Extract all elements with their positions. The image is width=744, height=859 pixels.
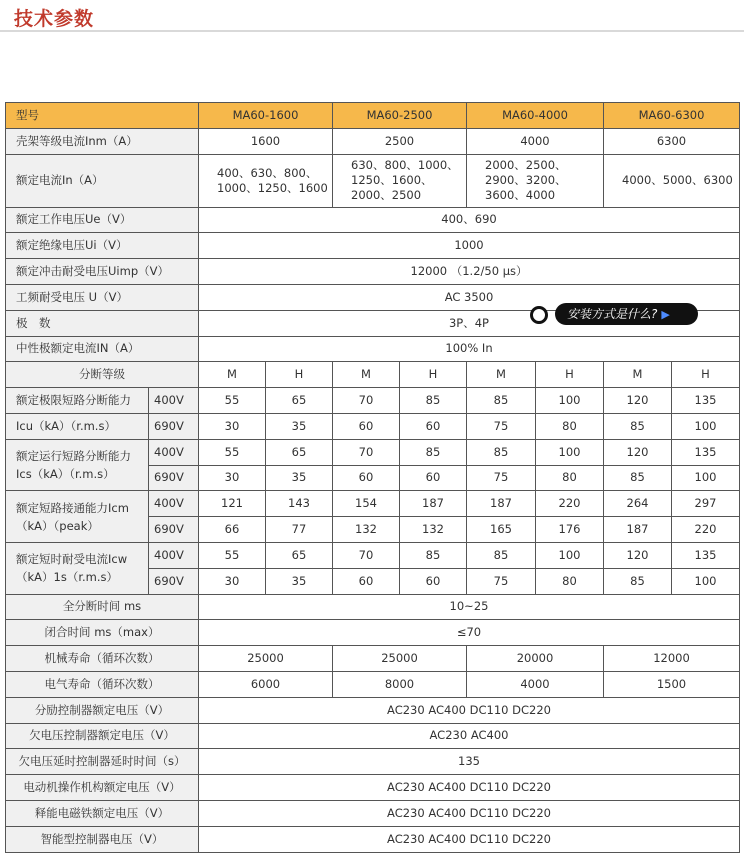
- breaking-level: H: [400, 362, 467, 388]
- icu-value: 30: [199, 413, 266, 439]
- icw-value: 70: [333, 542, 400, 568]
- icw-value: 35: [266, 568, 333, 594]
- mech-life-value: 20000: [467, 646, 604, 672]
- frame-current-value: 4000: [467, 128, 604, 154]
- tooltip-text: 安装方式是什么?: [567, 307, 658, 321]
- icm-value: 132: [333, 517, 400, 543]
- icu-value: 35: [266, 413, 333, 439]
- icw-value: 30: [199, 568, 266, 594]
- icu-label-line1: 额定极限短路分断能力: [6, 388, 149, 414]
- ui-row: [6, 233, 740, 259]
- ue-value: 400、690: [199, 207, 740, 233]
- icu-value: 100: [536, 388, 604, 414]
- rated-current-row: [6, 154, 740, 207]
- voltage-label: 690V: [149, 568, 199, 594]
- ics-value: 120: [604, 439, 672, 465]
- icu-value: 100: [672, 413, 740, 439]
- smart-ctrl-value: AC230 AC400 DC110 DC220: [199, 826, 740, 852]
- rated-current-label: 额定电流In（A）: [6, 154, 199, 207]
- elec-life-row: [6, 671, 740, 697]
- uimp-row: [6, 259, 740, 285]
- mech-life-value: 12000: [604, 646, 740, 672]
- icm-value: 165: [467, 517, 536, 543]
- frame-current-value: 1600: [199, 128, 333, 154]
- icm-value: 66: [199, 517, 266, 543]
- icu-value: 70: [333, 388, 400, 414]
- voltage-label: 400V: [149, 542, 199, 568]
- close-time-row: [6, 620, 740, 646]
- ics-value: 80: [536, 465, 604, 491]
- icw-value: 100: [536, 542, 604, 568]
- header-label: 型号: [6, 103, 199, 129]
- break-time-value: 10~25: [199, 594, 740, 620]
- icu-value: 135: [672, 388, 740, 414]
- icu-value: 65: [266, 388, 333, 414]
- icw-value: 75: [467, 568, 536, 594]
- page-title: 技术参数: [14, 8, 95, 30]
- frame-current-row: [6, 128, 740, 154]
- undervolt-label: 欠电压控制器额定电压（V）: [6, 723, 199, 749]
- ics-value: 30: [199, 465, 266, 491]
- elec-life-label: 电气寿命（循环次数）: [6, 671, 199, 697]
- power-freq-label: 工频耐受电压 U（V）: [6, 284, 199, 310]
- icm-400-row: [6, 491, 740, 517]
- motor-row: [6, 775, 740, 801]
- rated-current-value: 4000、5000、6300: [604, 154, 740, 207]
- install-question-tooltip[interactable]: [555, 303, 698, 325]
- icm-value: 187: [604, 517, 672, 543]
- frame-current-label: 壳架等级电流Inm（A）: [6, 128, 199, 154]
- ics-value: 60: [400, 465, 467, 491]
- frame-current-value: 6300: [604, 128, 740, 154]
- ics-value: 85: [467, 439, 536, 465]
- ics-value: 55: [199, 439, 266, 465]
- icm-value: 220: [536, 491, 604, 517]
- rated-current-value: 400、630、800、1000、1250、1600: [199, 154, 333, 207]
- poles-value: 3P、4P: [199, 310, 740, 336]
- icw-value: 55: [199, 542, 266, 568]
- icu-value: 60: [333, 413, 400, 439]
- ics-value: 35: [266, 465, 333, 491]
- mech-life-value: 25000: [199, 646, 333, 672]
- close-time-label: 闭合时间 ms（max）: [6, 620, 199, 646]
- title-divider: [0, 30, 744, 32]
- icu-value: 60: [400, 413, 467, 439]
- voltage-label: 400V: [149, 439, 199, 465]
- breaking-class-row: [6, 362, 740, 388]
- ics-value: 60: [333, 465, 400, 491]
- model-1600: MA60-1600: [199, 103, 333, 129]
- mech-life-label: 机械寿命（循环次数）: [6, 646, 199, 672]
- voltage-label: 400V: [149, 388, 199, 414]
- icm-value: 132: [400, 517, 467, 543]
- smart-ctrl-row: [6, 826, 740, 852]
- icw-value: 100: [672, 568, 740, 594]
- smart-ctrl-label: 智能型控制器电压（V）: [6, 826, 199, 852]
- elec-life-value: 4000: [467, 671, 604, 697]
- ics-value: 65: [266, 439, 333, 465]
- ics-value: 100: [672, 465, 740, 491]
- shunt-value: AC230 AC400 DC110 DC220: [199, 697, 740, 723]
- breaking-level: M: [333, 362, 400, 388]
- icw-value: 85: [467, 542, 536, 568]
- ui-value: 1000: [199, 233, 740, 259]
- icu-690-row: [6, 413, 740, 439]
- rated-current-value: 630、800、1000、1250、1600、2000、2500: [333, 154, 467, 207]
- motor-label: 电动机操作机构额定电压（V）: [6, 775, 199, 801]
- breaking-level: M: [199, 362, 266, 388]
- breaking-level: M: [467, 362, 536, 388]
- icm-value: 220: [672, 517, 740, 543]
- ics-label: 额定运行短路分断能力Ics（kA）（r.m.s）: [6, 439, 149, 491]
- icm-value: 264: [604, 491, 672, 517]
- ics-value: 75: [467, 465, 536, 491]
- ics-value: 135: [672, 439, 740, 465]
- ui-label: 额定绝缘电压Ui（V）: [6, 233, 199, 259]
- icw-value: 85: [604, 568, 672, 594]
- ics-value: 70: [333, 439, 400, 465]
- model-6300: MA60-6300: [604, 103, 740, 129]
- breaking-level: M: [604, 362, 672, 388]
- icw-value: 80: [536, 568, 604, 594]
- icu-label-line2: Icu（kA）（r.m.s）: [6, 413, 149, 439]
- voltage-label: 690V: [149, 517, 199, 543]
- icu-value: 55: [199, 388, 266, 414]
- uimp-label: 额定冲击耐受电压Uimp（V）: [6, 259, 199, 285]
- icm-value: 77: [266, 517, 333, 543]
- breaking-level: H: [536, 362, 604, 388]
- break-time-row: [6, 594, 740, 620]
- undervolt-delay-label: 欠电压延时控制器延时时间（s）: [6, 749, 199, 775]
- neutral-row: [6, 336, 740, 362]
- icm-value: 121: [199, 491, 266, 517]
- icu-value: 80: [536, 413, 604, 439]
- icw-value: 120: [604, 542, 672, 568]
- voltage-label: 690V: [149, 465, 199, 491]
- icu-400-row: [6, 388, 740, 414]
- icw-value: 135: [672, 542, 740, 568]
- icw-value: 60: [400, 568, 467, 594]
- icu-value: 85: [604, 413, 672, 439]
- ics-value: 100: [536, 439, 604, 465]
- ring-icon[interactable]: [530, 306, 548, 324]
- mech-life-row: [6, 646, 740, 672]
- ics-value: 85: [604, 465, 672, 491]
- undervolt-value: AC230 AC400: [199, 723, 740, 749]
- ue-label: 额定工作电压Ue（V）: [6, 207, 199, 233]
- model-4000: MA60-4000: [467, 103, 604, 129]
- icu-value: 75: [467, 413, 536, 439]
- icm-value: 176: [536, 517, 604, 543]
- icw-value: 60: [333, 568, 400, 594]
- icm-label: 额定短路接通能力Icm（kA）（peak）: [6, 491, 149, 543]
- icu-value: 85: [400, 388, 467, 414]
- elec-life-value: 6000: [199, 671, 333, 697]
- break-time-label: 全分断时间 ms: [6, 594, 199, 620]
- icm-value: 143: [266, 491, 333, 517]
- breaking-level: H: [266, 362, 333, 388]
- icw-value: 85: [400, 542, 467, 568]
- ics-400-row: [6, 439, 740, 465]
- icu-value: 85: [467, 388, 536, 414]
- elec-life-value: 1500: [604, 671, 740, 697]
- icm-value: 187: [467, 491, 536, 517]
- voltage-label: 400V: [149, 491, 199, 517]
- header-row: [6, 103, 740, 129]
- icm-value: 154: [333, 491, 400, 517]
- release-coil-value: AC230 AC400 DC110 DC220: [199, 800, 740, 826]
- neutral-value: 100% In: [199, 336, 740, 362]
- motor-value: AC230 AC400 DC110 DC220: [199, 775, 740, 801]
- power-freq-value: AC 3500: [199, 284, 740, 310]
- icw-label: 额定短时耐受电流Icw（kA）1s（r.m.s）: [6, 542, 149, 594]
- icm-value: 297: [672, 491, 740, 517]
- neutral-label: 中性极额定电流IN（A）: [6, 336, 199, 362]
- release-coil-label: 释能电磁铁额定电压（V）: [6, 800, 199, 826]
- shunt-row: [6, 697, 740, 723]
- frame-current-value: 2500: [333, 128, 467, 154]
- ics-value: 85: [400, 439, 467, 465]
- close-time-value: ≤70: [199, 620, 740, 646]
- mech-life-value: 25000: [333, 646, 467, 672]
- icu-value: 120: [604, 388, 672, 414]
- release-coil-row: [6, 800, 740, 826]
- icw-400-row: [6, 542, 740, 568]
- undervolt-row: [6, 723, 740, 749]
- play-arrow-icon: ▶: [661, 308, 670, 321]
- icm-value: 187: [400, 491, 467, 517]
- voltage-label: 690V: [149, 413, 199, 439]
- poles-label: 极 数: [6, 310, 199, 336]
- breaking-class-label: 分断等级: [6, 362, 199, 388]
- icw-value: 65: [266, 542, 333, 568]
- breaking-level: H: [672, 362, 740, 388]
- spec-table: [5, 102, 740, 853]
- elec-life-value: 8000: [333, 671, 467, 697]
- ue-row: [6, 207, 740, 233]
- rated-current-value: 2000、2500、2900、3200、3600、4000: [467, 154, 604, 207]
- undervolt-delay-value: 135: [199, 749, 740, 775]
- shunt-label: 分励控制器额定电压（V）: [6, 697, 199, 723]
- undervolt-delay-row: [6, 749, 740, 775]
- model-2500: MA60-2500: [333, 103, 467, 129]
- uimp-value: 12000 （1.2/50 μs）: [199, 259, 740, 285]
